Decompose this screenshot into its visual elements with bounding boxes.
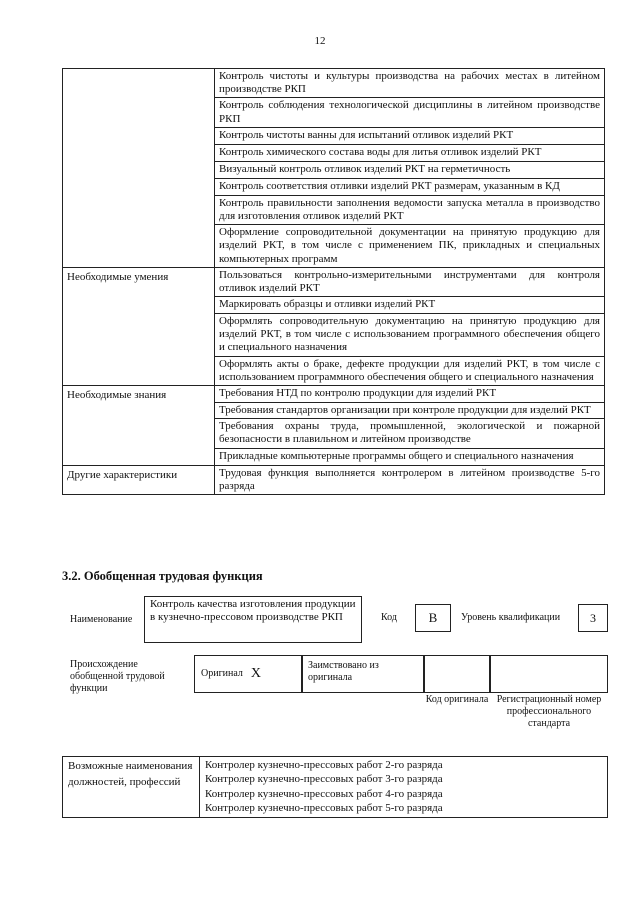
row-category-label xyxy=(63,69,215,268)
table-row xyxy=(63,267,605,296)
table-cell: Контроль соответствия отливки изделий РКТ размерам, указанным в КД xyxy=(215,178,605,195)
table-cell: Оформлять сопроводительную документацию на принятую продукцию для изделий РКТ, в том числе с использованием программного обеспечения общего и специального назначения xyxy=(215,314,605,357)
positions-table xyxy=(62,756,608,818)
table-cell: Оформление сопроводительной документации на принятую продукцию для изделий РКТ, в том числе с применением ПК, прикладных и специальных компьютерных программ xyxy=(215,225,605,268)
original-mark: X xyxy=(250,665,262,681)
table-cell: Оформлять акты о браке, дефекте продукции для изделий РКТ, в том числе с использованием программного обеспечения общего и специального назначения xyxy=(215,356,605,385)
row-category-label: Другие характеристики xyxy=(63,465,215,494)
borrowed-cell xyxy=(302,655,424,693)
original-cell xyxy=(194,655,302,693)
row-category-label: Необходимые умения xyxy=(63,267,215,385)
qualification-level-box: 3 xyxy=(578,604,608,632)
original-code-cell xyxy=(424,655,490,693)
registration-number-caption: Регистрационный номер профессионального стандарта xyxy=(496,694,602,729)
positions-row xyxy=(63,757,608,818)
table-cell: Пользоваться контрольно-измерительными инструментами для контроля отливок изделий РКТ xyxy=(215,267,605,296)
function-name-box: Контроль качества изготовления продукции в кузнечно-прессовом производстве РКП xyxy=(144,596,362,643)
table-cell: Контроль соблюдения технологической дисциплины в литейном производстве РКП xyxy=(215,98,605,127)
original-label: Оригинал xyxy=(201,668,243,679)
table-cell: Требования охраны труда, промышленной, экологической и пожарной безопасности в плавильном и литейном производстве xyxy=(215,419,605,448)
table-cell: Маркировать образцы и отливки изделий РКТ xyxy=(215,297,605,314)
original-code-caption: Код оригинала xyxy=(425,694,489,705)
positions-label: Возможные наименования должностей, профессий xyxy=(63,757,200,818)
page-number: 12 xyxy=(314,35,326,47)
name-label: Наименование xyxy=(70,614,133,625)
code-value-box: B xyxy=(415,604,451,632)
table-cell: Прикладные компьютерные программы общего и специального назначения xyxy=(215,448,605,465)
position-title: Контролер кузнечно-прессовых работ 3-го разряда xyxy=(205,773,443,786)
table-cell: Визуальный контроль отливок изделий РКТ на герметичность xyxy=(215,161,605,178)
table-cell: Контроль чистоты ванны для испытаний отливок изделий РКТ xyxy=(215,127,605,144)
position-title: Контролер кузнечно-прессовых работ 2-го разряда xyxy=(205,759,443,771)
origin-label: Происхождение обобщенной трудовой функции xyxy=(70,659,165,694)
row-category-label: Необходимые знания xyxy=(63,386,215,466)
table-cell: Требования НТД по контролю продукции для изделий РКТ xyxy=(215,386,605,403)
table-row xyxy=(63,386,605,403)
table-row xyxy=(63,69,605,98)
borrowed-label: Заимствовано из оригинала xyxy=(308,660,379,683)
table-cell: Контроль правильности заполнения ведомости запуска металла в производство для изготовления отливок изделий РКТ xyxy=(215,195,605,224)
qualification-level-label: Уровень квалификации xyxy=(461,612,561,623)
section-title: 3.2. Обобщенная трудовая функция xyxy=(62,569,263,583)
code-label: Код xyxy=(381,612,397,623)
table-cell: Контроль чистоты и культуры производства на рабочих местах в литейном производстве РКП xyxy=(215,69,605,98)
position-title: Контролер кузнечно-прессовых работ 4-го разряда xyxy=(205,787,443,800)
labor-actions-table xyxy=(62,68,605,495)
table-cell: Контроль химического состава воды для литья отливок изделий РКТ xyxy=(215,144,605,161)
positions-list xyxy=(200,757,608,818)
position-title: Контролер кузнечно-прессовых работ 5-го разряда xyxy=(205,801,443,814)
table-row xyxy=(63,465,605,494)
table-cell: Трудовая функция выполняется контролером в литейном производстве 5-го разряда xyxy=(215,465,605,494)
registration-number-cell xyxy=(490,655,608,693)
table-cell: Требования стандартов организации при контроле продукции для изделий РКТ xyxy=(215,403,605,419)
